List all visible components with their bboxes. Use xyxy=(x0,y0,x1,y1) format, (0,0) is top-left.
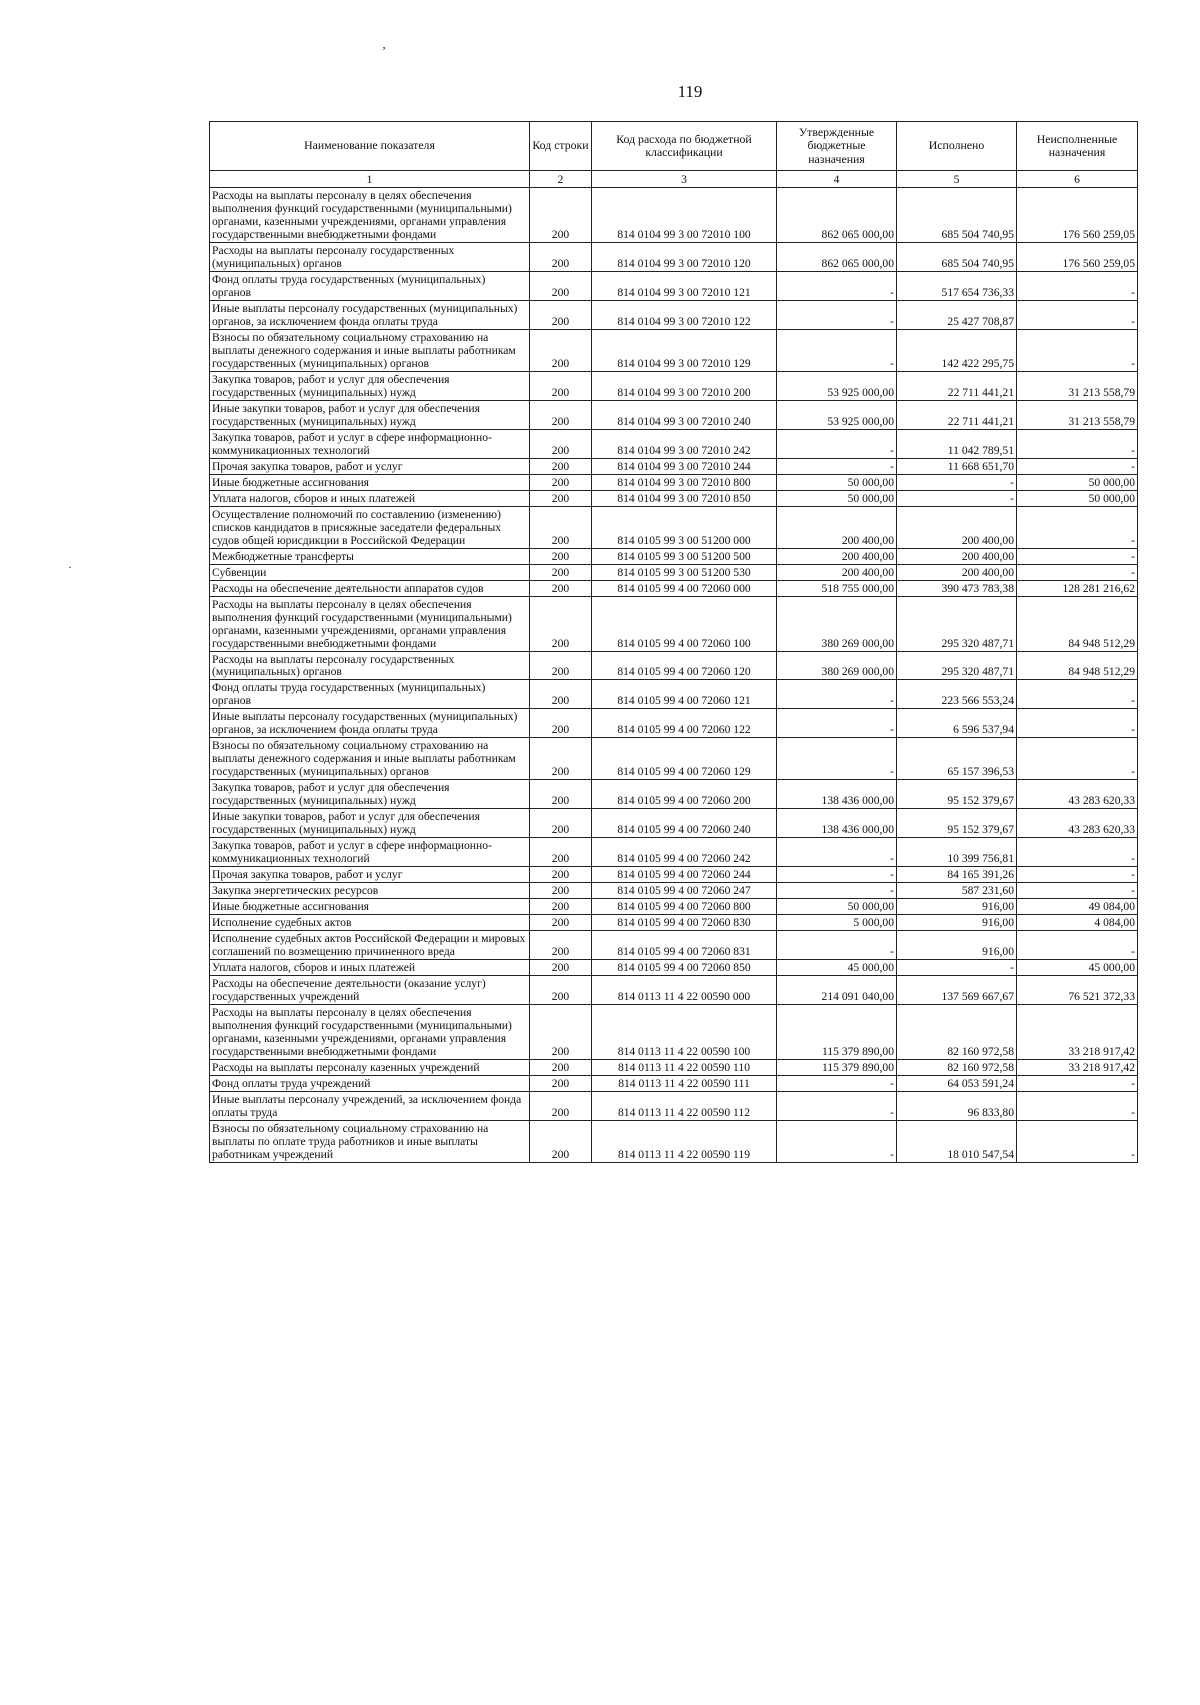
row-unexecuted-amount: - xyxy=(1017,738,1138,780)
table-row xyxy=(210,960,1138,976)
row-line-code: 200 xyxy=(530,188,592,243)
row-line-code: 200 xyxy=(530,580,592,596)
row-unexecuted-amount: 43 283 620,33 xyxy=(1017,809,1138,838)
row-approved-amount: - xyxy=(777,838,897,867)
row-line-code: 200 xyxy=(530,490,592,506)
row-unexecuted-amount: - xyxy=(1017,883,1138,899)
row-indicator-name: Иные бюджетные ассигнования xyxy=(210,899,530,915)
table-row xyxy=(210,506,1138,548)
row-executed-amount: 137 569 667,67 xyxy=(897,976,1017,1005)
table-row xyxy=(210,1076,1138,1092)
row-unexecuted-amount: 33 218 917,42 xyxy=(1017,1005,1138,1060)
row-budget-code: 814 0105 99 4 00 72060 242 xyxy=(592,838,777,867)
row-unexecuted-amount: - xyxy=(1017,931,1138,960)
row-approved-amount: - xyxy=(777,1076,897,1092)
table-row xyxy=(210,188,1138,243)
row-approved-amount: 200 400,00 xyxy=(777,548,897,564)
table-row xyxy=(210,883,1138,899)
row-line-code: 200 xyxy=(530,1076,592,1092)
row-executed-amount: 82 160 972,58 xyxy=(897,1060,1017,1076)
table-row xyxy=(210,1092,1138,1121)
row-line-code: 200 xyxy=(530,1060,592,1076)
row-executed-amount: 916,00 xyxy=(897,899,1017,915)
row-budget-code: 814 0113 11 4 22 00590 119 xyxy=(592,1121,777,1163)
table-row xyxy=(210,300,1138,329)
row-executed-amount: 95 152 379,67 xyxy=(897,809,1017,838)
row-unexecuted-amount: - xyxy=(1017,1092,1138,1121)
row-line-code: 200 xyxy=(530,960,592,976)
row-executed-amount: 295 320 487,71 xyxy=(897,596,1017,651)
row-approved-amount: 115 379 890,00 xyxy=(777,1060,897,1076)
row-approved-amount: - xyxy=(777,738,897,780)
row-unexecuted-amount: - xyxy=(1017,680,1138,709)
row-approved-amount: 138 436 000,00 xyxy=(777,809,897,838)
row-indicator-name: Расходы на обеспечение деятельности аппаратов судов xyxy=(210,580,530,596)
row-budget-code: 814 0105 99 3 00 51200 530 xyxy=(592,564,777,580)
table-row xyxy=(210,596,1138,651)
row-budget-code: 814 0104 99 3 00 72010 121 xyxy=(592,271,777,300)
table-row xyxy=(210,780,1138,809)
row-approved-amount: - xyxy=(777,883,897,899)
row-budget-code: 814 0104 99 3 00 72010 129 xyxy=(592,329,777,371)
row-unexecuted-amount: 33 218 917,42 xyxy=(1017,1060,1138,1076)
row-approved-amount: - xyxy=(777,867,897,883)
row-approved-amount: - xyxy=(777,329,897,371)
row-executed-amount: 11 042 789,51 xyxy=(897,429,1017,458)
row-line-code: 200 xyxy=(530,1121,592,1163)
row-unexecuted-amount: 50 000,00 xyxy=(1017,490,1138,506)
row-line-code: 200 xyxy=(530,976,592,1005)
row-budget-code: 814 0113 11 4 22 00590 111 xyxy=(592,1076,777,1092)
row-indicator-name: Закупка товаров, работ и услуг для обеспечения государственных (муниципальных) нужд xyxy=(210,371,530,400)
table-row xyxy=(210,474,1138,490)
row-approved-amount: 200 400,00 xyxy=(777,564,897,580)
row-indicator-name: Фонд оплаты труда государственных (муниципальных) органов xyxy=(210,271,530,300)
row-line-code: 200 xyxy=(530,809,592,838)
table-row xyxy=(210,400,1138,429)
table-row xyxy=(210,564,1138,580)
row-executed-amount: 95 152 379,67 xyxy=(897,780,1017,809)
row-line-code: 200 xyxy=(530,1005,592,1060)
row-line-code: 200 xyxy=(530,680,592,709)
header-approved: Утвержденные бюджетные назначения xyxy=(777,122,897,171)
row-line-code: 200 xyxy=(530,458,592,474)
table-row xyxy=(210,680,1138,709)
row-indicator-name: Закупка товаров, работ и услуг для обеспечения государственных (муниципальных) нужд xyxy=(210,780,530,809)
row-executed-amount: 200 400,00 xyxy=(897,506,1017,548)
row-approved-amount: 380 269 000,00 xyxy=(777,651,897,680)
header-indicator-name: Наименование показателя xyxy=(210,122,530,171)
row-unexecuted-amount: 49 084,00 xyxy=(1017,899,1138,915)
row-approved-amount: 214 091 040,00 xyxy=(777,976,897,1005)
scan-mark: · xyxy=(68,560,72,574)
row-indicator-name: Расходы на выплаты персоналу в целях обеспечения выполнения функций государственными (муниципальными) органами, казенными учреждениями, органами управления государственными внебюджетными фондами xyxy=(210,188,530,243)
row-executed-amount: 64 053 591,24 xyxy=(897,1076,1017,1092)
row-approved-amount: 115 379 890,00 xyxy=(777,1005,897,1060)
row-indicator-name: Расходы на выплаты персоналу казенных учреждений xyxy=(210,1060,530,1076)
row-executed-amount: - xyxy=(897,490,1017,506)
row-budget-code: 814 0105 99 4 00 72060 122 xyxy=(592,709,777,738)
row-unexecuted-amount: 50 000,00 xyxy=(1017,474,1138,490)
row-budget-code: 814 0105 99 4 00 72060 247 xyxy=(592,883,777,899)
row-unexecuted-amount: 31 213 558,79 xyxy=(1017,400,1138,429)
row-line-code: 200 xyxy=(530,931,592,960)
table-row xyxy=(210,838,1138,867)
row-unexecuted-amount: 76 521 372,33 xyxy=(1017,976,1138,1005)
row-budget-code: 814 0104 99 3 00 72010 120 xyxy=(592,242,777,271)
row-executed-amount: 10 399 756,81 xyxy=(897,838,1017,867)
row-line-code: 200 xyxy=(530,1092,592,1121)
row-approved-amount: - xyxy=(777,429,897,458)
row-line-code: 200 xyxy=(530,474,592,490)
row-executed-amount: 916,00 xyxy=(897,915,1017,931)
row-unexecuted-amount: 84 948 512,29 xyxy=(1017,596,1138,651)
row-indicator-name: Взносы по обязательному социальному страхованию на выплаты денежного содержания и иные выплаты работникам государственных (муниципальных) органов xyxy=(210,329,530,371)
row-line-code: 200 xyxy=(530,867,592,883)
table-header-row xyxy=(210,122,1138,171)
row-indicator-name: Иные закупки товаров, работ и услуг для обеспечения государственных (муниципальных) нужд xyxy=(210,809,530,838)
table-row xyxy=(210,429,1138,458)
row-executed-amount: 916,00 xyxy=(897,931,1017,960)
row-executed-amount: 84 165 391,26 xyxy=(897,867,1017,883)
row-executed-amount: 200 400,00 xyxy=(897,548,1017,564)
table-body xyxy=(210,188,1138,1163)
row-approved-amount: 53 925 000,00 xyxy=(777,400,897,429)
row-budget-code: 814 0105 99 3 00 51200 000 xyxy=(592,506,777,548)
row-unexecuted-amount: 45 000,00 xyxy=(1017,960,1138,976)
row-indicator-name: Иные выплаты персоналу государственных (муниципальных) органов, за исключением фонда оплаты труда xyxy=(210,300,530,329)
row-approved-amount: 50 000,00 xyxy=(777,474,897,490)
header-line-code: Код строки xyxy=(530,122,592,171)
row-executed-amount: 517 654 736,33 xyxy=(897,271,1017,300)
row-line-code: 200 xyxy=(530,651,592,680)
row-executed-amount: 390 473 783,38 xyxy=(897,580,1017,596)
table-row xyxy=(210,1121,1138,1163)
row-indicator-name: Иные выплаты персоналу учреждений, за исключением фонда оплаты труда xyxy=(210,1092,530,1121)
row-line-code: 200 xyxy=(530,709,592,738)
row-executed-amount: 685 504 740,95 xyxy=(897,242,1017,271)
scan-mark: ʼ xyxy=(382,44,386,58)
table-row xyxy=(210,1005,1138,1060)
row-line-code: 200 xyxy=(530,429,592,458)
row-budget-code: 814 0104 99 3 00 72010 100 xyxy=(592,188,777,243)
header-budget-code: Код расхода по бюджетной классификации xyxy=(592,122,777,171)
row-indicator-name: Расходы на выплаты персоналу государственных (муниципальных) органов xyxy=(210,651,530,680)
page-number: 119 xyxy=(677,82,703,101)
row-budget-code: 814 0105 99 4 00 72060 121 xyxy=(592,680,777,709)
row-executed-amount: - xyxy=(897,960,1017,976)
row-budget-code: 814 0104 99 3 00 72010 242 xyxy=(592,429,777,458)
row-approved-amount: - xyxy=(777,709,897,738)
table-row xyxy=(210,458,1138,474)
column-number: 6 xyxy=(1017,171,1138,188)
row-indicator-name: Расходы на выплаты персоналу в целях обеспечения выполнения функций государственными (муниципальными) органами, казенными учреждениями, органами управления государственными внебюджетными фондами xyxy=(210,596,530,651)
row-line-code: 200 xyxy=(530,400,592,429)
row-indicator-name: Закупка товаров, работ и услуг в сфере информационно-коммуникационных технологий xyxy=(210,838,530,867)
table-row xyxy=(210,651,1138,680)
table-row xyxy=(210,738,1138,780)
row-budget-code: 814 0105 99 4 00 72060 120 xyxy=(592,651,777,680)
row-budget-code: 814 0104 99 3 00 72010 800 xyxy=(592,474,777,490)
table-row xyxy=(210,899,1138,915)
row-unexecuted-amount: 43 283 620,33 xyxy=(1017,780,1138,809)
row-approved-amount: - xyxy=(777,271,897,300)
row-line-code: 200 xyxy=(530,915,592,931)
row-indicator-name: Исполнение судебных актов Российской Федерации и мировых соглашений по возмещению причиненного вреда xyxy=(210,931,530,960)
row-unexecuted-amount: - xyxy=(1017,458,1138,474)
row-indicator-name: Расходы на выплаты персоналу государственных (муниципальных) органов xyxy=(210,242,530,271)
row-indicator-name: Расходы на обеспечение деятельности (оказание услуг) государственных учреждений xyxy=(210,976,530,1005)
column-number: 3 xyxy=(592,171,777,188)
row-indicator-name: Закупка товаров, работ и услуг в сфере информационно-коммуникационных технологий xyxy=(210,429,530,458)
row-executed-amount: 587 231,60 xyxy=(897,883,1017,899)
row-approved-amount: - xyxy=(777,931,897,960)
row-executed-amount: 25 427 708,87 xyxy=(897,300,1017,329)
table-row xyxy=(210,931,1138,960)
row-line-code: 200 xyxy=(530,899,592,915)
row-line-code: 200 xyxy=(530,838,592,867)
row-budget-code: 814 0105 99 4 00 72060 244 xyxy=(592,867,777,883)
row-unexecuted-amount: - xyxy=(1017,429,1138,458)
row-line-code: 200 xyxy=(530,242,592,271)
row-budget-code: 814 0104 99 3 00 72010 850 xyxy=(592,490,777,506)
row-line-code: 200 xyxy=(530,596,592,651)
row-budget-code: 814 0113 11 4 22 00590 000 xyxy=(592,976,777,1005)
row-executed-amount: 22 711 441,21 xyxy=(897,400,1017,429)
row-indicator-name: Осуществление полномочий по составлению (изменению) списков кандидатов в присяжные заседатели федеральных судов общей юрисдикции в Российской Федерации xyxy=(210,506,530,548)
row-indicator-name: Субвенции xyxy=(210,564,530,580)
column-number: 4 xyxy=(777,171,897,188)
row-executed-amount: 200 400,00 xyxy=(897,564,1017,580)
row-unexecuted-amount: - xyxy=(1017,867,1138,883)
row-approved-amount: - xyxy=(777,680,897,709)
row-indicator-name: Взносы по обязательному социальному страхованию на выплаты по оплате труда работников и иные выплаты работникам учреждений xyxy=(210,1121,530,1163)
table-row xyxy=(210,915,1138,931)
row-unexecuted-amount: - xyxy=(1017,709,1138,738)
column-number: 2 xyxy=(530,171,592,188)
row-executed-amount: 22 711 441,21 xyxy=(897,371,1017,400)
row-budget-code: 814 0113 11 4 22 00590 110 xyxy=(592,1060,777,1076)
row-line-code: 200 xyxy=(530,564,592,580)
row-executed-amount: 223 566 553,24 xyxy=(897,680,1017,709)
row-executed-amount: 65 157 396,53 xyxy=(897,738,1017,780)
row-unexecuted-amount: - xyxy=(1017,548,1138,564)
column-number-row xyxy=(210,171,1138,188)
row-line-code: 200 xyxy=(530,271,592,300)
table-row xyxy=(210,709,1138,738)
row-unexecuted-amount: - xyxy=(1017,329,1138,371)
row-indicator-name: Исполнение судебных актов xyxy=(210,915,530,931)
row-approved-amount: 50 000,00 xyxy=(777,899,897,915)
row-unexecuted-amount: 176 560 259,05 xyxy=(1017,242,1138,271)
row-indicator-name: Иные закупки товаров, работ и услуг для обеспечения государственных (муниципальных) нужд xyxy=(210,400,530,429)
row-executed-amount: 96 833,80 xyxy=(897,1092,1017,1121)
table-row xyxy=(210,371,1138,400)
row-indicator-name: Прочая закупка товаров, работ и услуг xyxy=(210,458,530,474)
table-row xyxy=(210,1060,1138,1076)
table-row xyxy=(210,490,1138,506)
row-indicator-name: Закупка энергетических ресурсов xyxy=(210,883,530,899)
row-unexecuted-amount: - xyxy=(1017,1076,1138,1092)
row-budget-code: 814 0104 99 3 00 72010 122 xyxy=(592,300,777,329)
row-unexecuted-amount: - xyxy=(1017,838,1138,867)
row-budget-code: 814 0105 99 4 00 72060 830 xyxy=(592,915,777,931)
column-number: 5 xyxy=(897,171,1017,188)
table-row xyxy=(210,976,1138,1005)
row-line-code: 200 xyxy=(530,780,592,809)
row-indicator-name: Межбюджетные трансферты xyxy=(210,548,530,564)
row-approved-amount: 862 065 000,00 xyxy=(777,242,897,271)
row-budget-code: 814 0105 99 4 00 72060 100 xyxy=(592,596,777,651)
row-executed-amount: 11 668 651,70 xyxy=(897,458,1017,474)
row-budget-code: 814 0104 99 3 00 72010 240 xyxy=(592,400,777,429)
row-approved-amount: 138 436 000,00 xyxy=(777,780,897,809)
row-approved-amount: 380 269 000,00 xyxy=(777,596,897,651)
table-row xyxy=(210,580,1138,596)
row-indicator-name: Взносы по обязательному социальному страхованию на выплаты денежного содержания и иные выплаты работникам государственных (муниципальных) органов xyxy=(210,738,530,780)
row-approved-amount: 45 000,00 xyxy=(777,960,897,976)
row-line-code: 200 xyxy=(530,548,592,564)
row-unexecuted-amount: - xyxy=(1017,271,1138,300)
row-unexecuted-amount: 128 281 216,62 xyxy=(1017,580,1138,596)
table-row xyxy=(210,548,1138,564)
table-row xyxy=(210,271,1138,300)
row-approved-amount: - xyxy=(777,458,897,474)
row-line-code: 200 xyxy=(530,300,592,329)
row-unexecuted-amount: - xyxy=(1017,564,1138,580)
row-unexecuted-amount: 31 213 558,79 xyxy=(1017,371,1138,400)
row-executed-amount: 685 504 740,95 xyxy=(897,188,1017,243)
row-budget-code: 814 0105 99 4 00 72060 831 xyxy=(592,931,777,960)
row-executed-amount: 295 320 487,71 xyxy=(897,651,1017,680)
row-line-code: 200 xyxy=(530,371,592,400)
row-unexecuted-amount: 4 084,00 xyxy=(1017,915,1138,931)
row-executed-amount: 18 010 547,54 xyxy=(897,1121,1017,1163)
row-budget-code: 814 0104 99 3 00 72010 244 xyxy=(592,458,777,474)
table-row xyxy=(210,242,1138,271)
header-unexecuted: Неисполненные назначения xyxy=(1017,122,1138,171)
row-line-code: 200 xyxy=(530,883,592,899)
row-executed-amount: - xyxy=(897,474,1017,490)
row-budget-code: 814 0105 99 4 00 72060 000 xyxy=(592,580,777,596)
row-budget-code: 814 0105 99 3 00 51200 500 xyxy=(592,548,777,564)
row-budget-code: 814 0104 99 3 00 72010 200 xyxy=(592,371,777,400)
table-row xyxy=(210,867,1138,883)
row-indicator-name: Иные бюджетные ассигнования xyxy=(210,474,530,490)
row-indicator-name: Прочая закупка товаров, работ и услуг xyxy=(210,867,530,883)
row-executed-amount: 6 596 537,94 xyxy=(897,709,1017,738)
row-indicator-name: Уплата налогов, сборов и иных платежей xyxy=(210,960,530,976)
row-approved-amount: 200 400,00 xyxy=(777,506,897,548)
budget-execution-table xyxy=(209,121,1138,1163)
header-executed: Исполнено xyxy=(897,122,1017,171)
row-approved-amount: 5 000,00 xyxy=(777,915,897,931)
row-approved-amount: 862 065 000,00 xyxy=(777,188,897,243)
row-budget-code: 814 0113 11 4 22 00590 112 xyxy=(592,1092,777,1121)
row-unexecuted-amount: 176 560 259,05 xyxy=(1017,188,1138,243)
row-unexecuted-amount: - xyxy=(1017,300,1138,329)
row-approved-amount: - xyxy=(777,1092,897,1121)
row-approved-amount: 50 000,00 xyxy=(777,490,897,506)
row-line-code: 200 xyxy=(530,329,592,371)
row-approved-amount: 53 925 000,00 xyxy=(777,371,897,400)
row-indicator-name: Расходы на выплаты персоналу в целях обеспечения выполнения функций государственными (муниципальными) органами, казенными учреждениями, органами управления государственными внебюджетными фондами xyxy=(210,1005,530,1060)
row-indicator-name: Фонд оплаты труда государственных (муниципальных) органов xyxy=(210,680,530,709)
row-line-code: 200 xyxy=(530,506,592,548)
row-unexecuted-amount: - xyxy=(1017,506,1138,548)
row-executed-amount: 142 422 295,75 xyxy=(897,329,1017,371)
row-indicator-name: Иные выплаты персоналу государственных (муниципальных) органов, за исключением фонда оплаты труда xyxy=(210,709,530,738)
row-indicator-name: Фонд оплаты труда учреждений xyxy=(210,1076,530,1092)
column-number: 1 xyxy=(210,171,530,188)
table-row xyxy=(210,329,1138,371)
table-row xyxy=(210,809,1138,838)
row-unexecuted-amount: - xyxy=(1017,1121,1138,1163)
row-budget-code: 814 0105 99 4 00 72060 850 xyxy=(592,960,777,976)
row-approved-amount: - xyxy=(777,1121,897,1163)
row-budget-code: 814 0105 99 4 00 72060 240 xyxy=(592,809,777,838)
row-executed-amount: 82 160 972,58 xyxy=(897,1005,1017,1060)
row-budget-code: 814 0105 99 4 00 72060 800 xyxy=(592,899,777,915)
row-approved-amount: 518 755 000,00 xyxy=(777,580,897,596)
row-approved-amount: - xyxy=(777,300,897,329)
row-line-code: 200 xyxy=(530,738,592,780)
row-budget-code: 814 0105 99 4 00 72060 200 xyxy=(592,780,777,809)
row-indicator-name: Уплата налогов, сборов и иных платежей xyxy=(210,490,530,506)
row-budget-code: 814 0105 99 4 00 72060 129 xyxy=(592,738,777,780)
row-unexecuted-amount: 84 948 512,29 xyxy=(1017,651,1138,680)
row-budget-code: 814 0113 11 4 22 00590 100 xyxy=(592,1005,777,1060)
